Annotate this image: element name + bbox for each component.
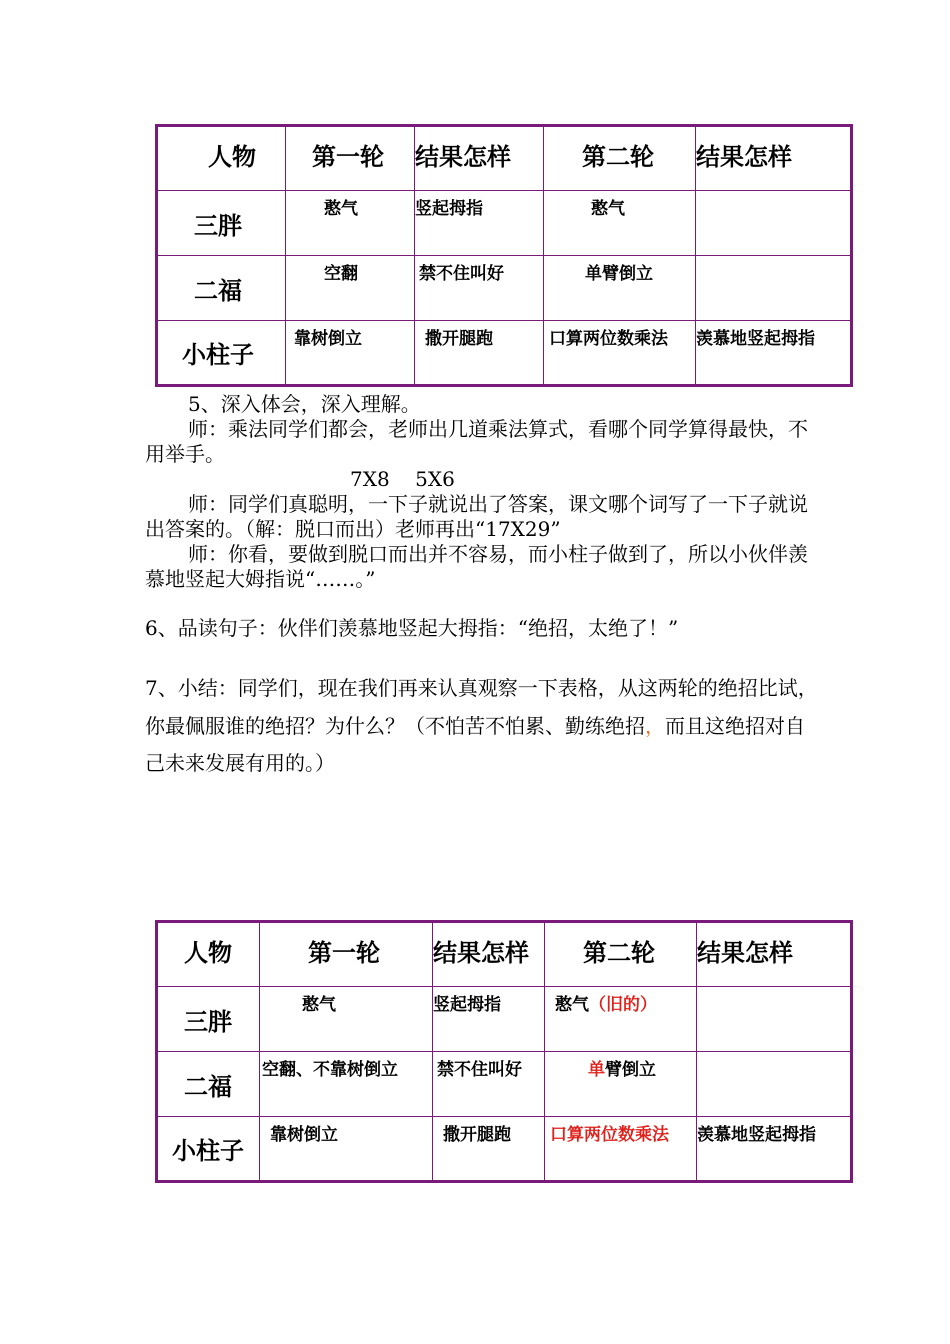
comparison-table-2 [155,920,853,1183]
header-round-1: 第一轮 [260,922,433,987]
cell-result-2 [696,191,852,256]
table-row [157,987,852,1052]
header-person: 人物 [157,922,260,987]
cell-round-1: 空翻 [286,256,415,321]
row-name: 二福 [157,1052,260,1117]
row-name: 小柱子 [157,1117,260,1182]
row-name: 三胖 [157,191,286,256]
highlight-text: 单 [588,1060,605,1080]
table-row [157,256,852,321]
header-round-2: 第二轮 [545,922,697,987]
header-person: 人物 [157,126,286,191]
section-7-line-2-text: 你最佩服谁的绝招？为什么？（不怕苦不怕累、勤练绝招 [145,714,645,738]
table-header-row [157,922,852,987]
cell-round-1: 憨气 [260,987,433,1052]
cell-round-1: 靠树倒立 [260,1117,433,1182]
row-name: 二福 [157,256,286,321]
section-5-title: 5、深入体会，深入理解。 [188,392,421,416]
paragraph-line: 慕地竖起大姆指说“……。” [145,567,376,591]
cell-result-2: 羡慕地竖起拇指 [697,1117,852,1182]
cell-round-2: 憨气 [544,191,696,256]
header-result-2: 结果怎样 [696,126,852,191]
cell-result-1: 撒开腿跑 [415,321,544,386]
header-result-2: 结果怎样 [697,922,852,987]
cell-round-2: 口算两位数乘法 [545,1117,697,1182]
paragraph-line: 出答案的。（解：脱口而出）老师再出“17X29” [145,517,561,541]
cell-result-2 [697,1052,852,1117]
cell-result-2 [697,987,852,1052]
cell-result-1: 撒开腿跑 [433,1117,545,1182]
cell-text: 臂倒立 [605,1060,656,1080]
cell-round-1: 空翻、不靠树倒立 [260,1052,433,1117]
cell-round-2 [545,987,697,1052]
cell-round-1: 憨气 [286,191,415,256]
header-result-1: 结果怎样 [415,126,544,191]
comparison-table-1 [155,124,853,387]
table-row [157,191,852,256]
paragraph-line: 师：你看，要做到脱口而出并不容易，而小柱子做到了，所以小伙伴羡 [188,542,808,566]
cell-result-1: 竖起拇指 [415,191,544,256]
header-result-1: 结果怎样 [433,922,545,987]
paragraph-line: 师：同学们真聪明，一下子就说出了答案，课文哪个词写了一下子就说 [188,492,808,516]
table-row [157,1117,852,1182]
highlight-text: （旧的） [589,995,657,1015]
cell-round-2 [545,1052,697,1117]
section-7-line-2 [145,710,805,739]
multiplication-formulas: 7X8 5X6 [350,467,455,491]
cell-text: 憨气 [555,995,589,1015]
paragraph-line: 用举手。 [145,442,225,466]
header-round-2: 第二轮 [544,126,696,191]
section-7-line-2-tail: 而且这绝招对自 [665,714,805,738]
cell-result-1: 禁不住叫好 [415,256,544,321]
orange-comma: ， [645,714,665,738]
table-row [157,321,852,386]
paragraph-line: 师：乘法同学们都会，老师出几道乘法算式，看哪个同学算得最快，不 [188,417,808,441]
table-header-row [157,126,852,191]
cell-result-2 [696,256,852,321]
section-7-line-1: 7、小结：同学们，现在我们再来认真观察一下表格，从这两轮的绝招比试， [145,676,818,700]
cell-result-1: 禁不住叫好 [433,1052,545,1117]
header-round-1: 第一轮 [286,126,415,191]
table-row [157,1052,852,1117]
cell-round-2: 口算两位数乘法 [544,321,696,386]
cell-result-1: 竖起拇指 [433,987,545,1052]
cell-round-2: 单臂倒立 [544,256,696,321]
section-6: 6、品读句子：伙伴们羡慕地竖起大拇指：“绝招，太绝了！” [145,616,679,640]
row-name: 小柱子 [157,321,286,386]
cell-result-2: 羡慕地竖起拇指 [696,321,852,386]
section-7-line-3: 己未来发展有用的。） [145,751,335,775]
row-name: 三胖 [157,987,260,1052]
cell-round-1: 靠树倒立 [286,321,415,386]
